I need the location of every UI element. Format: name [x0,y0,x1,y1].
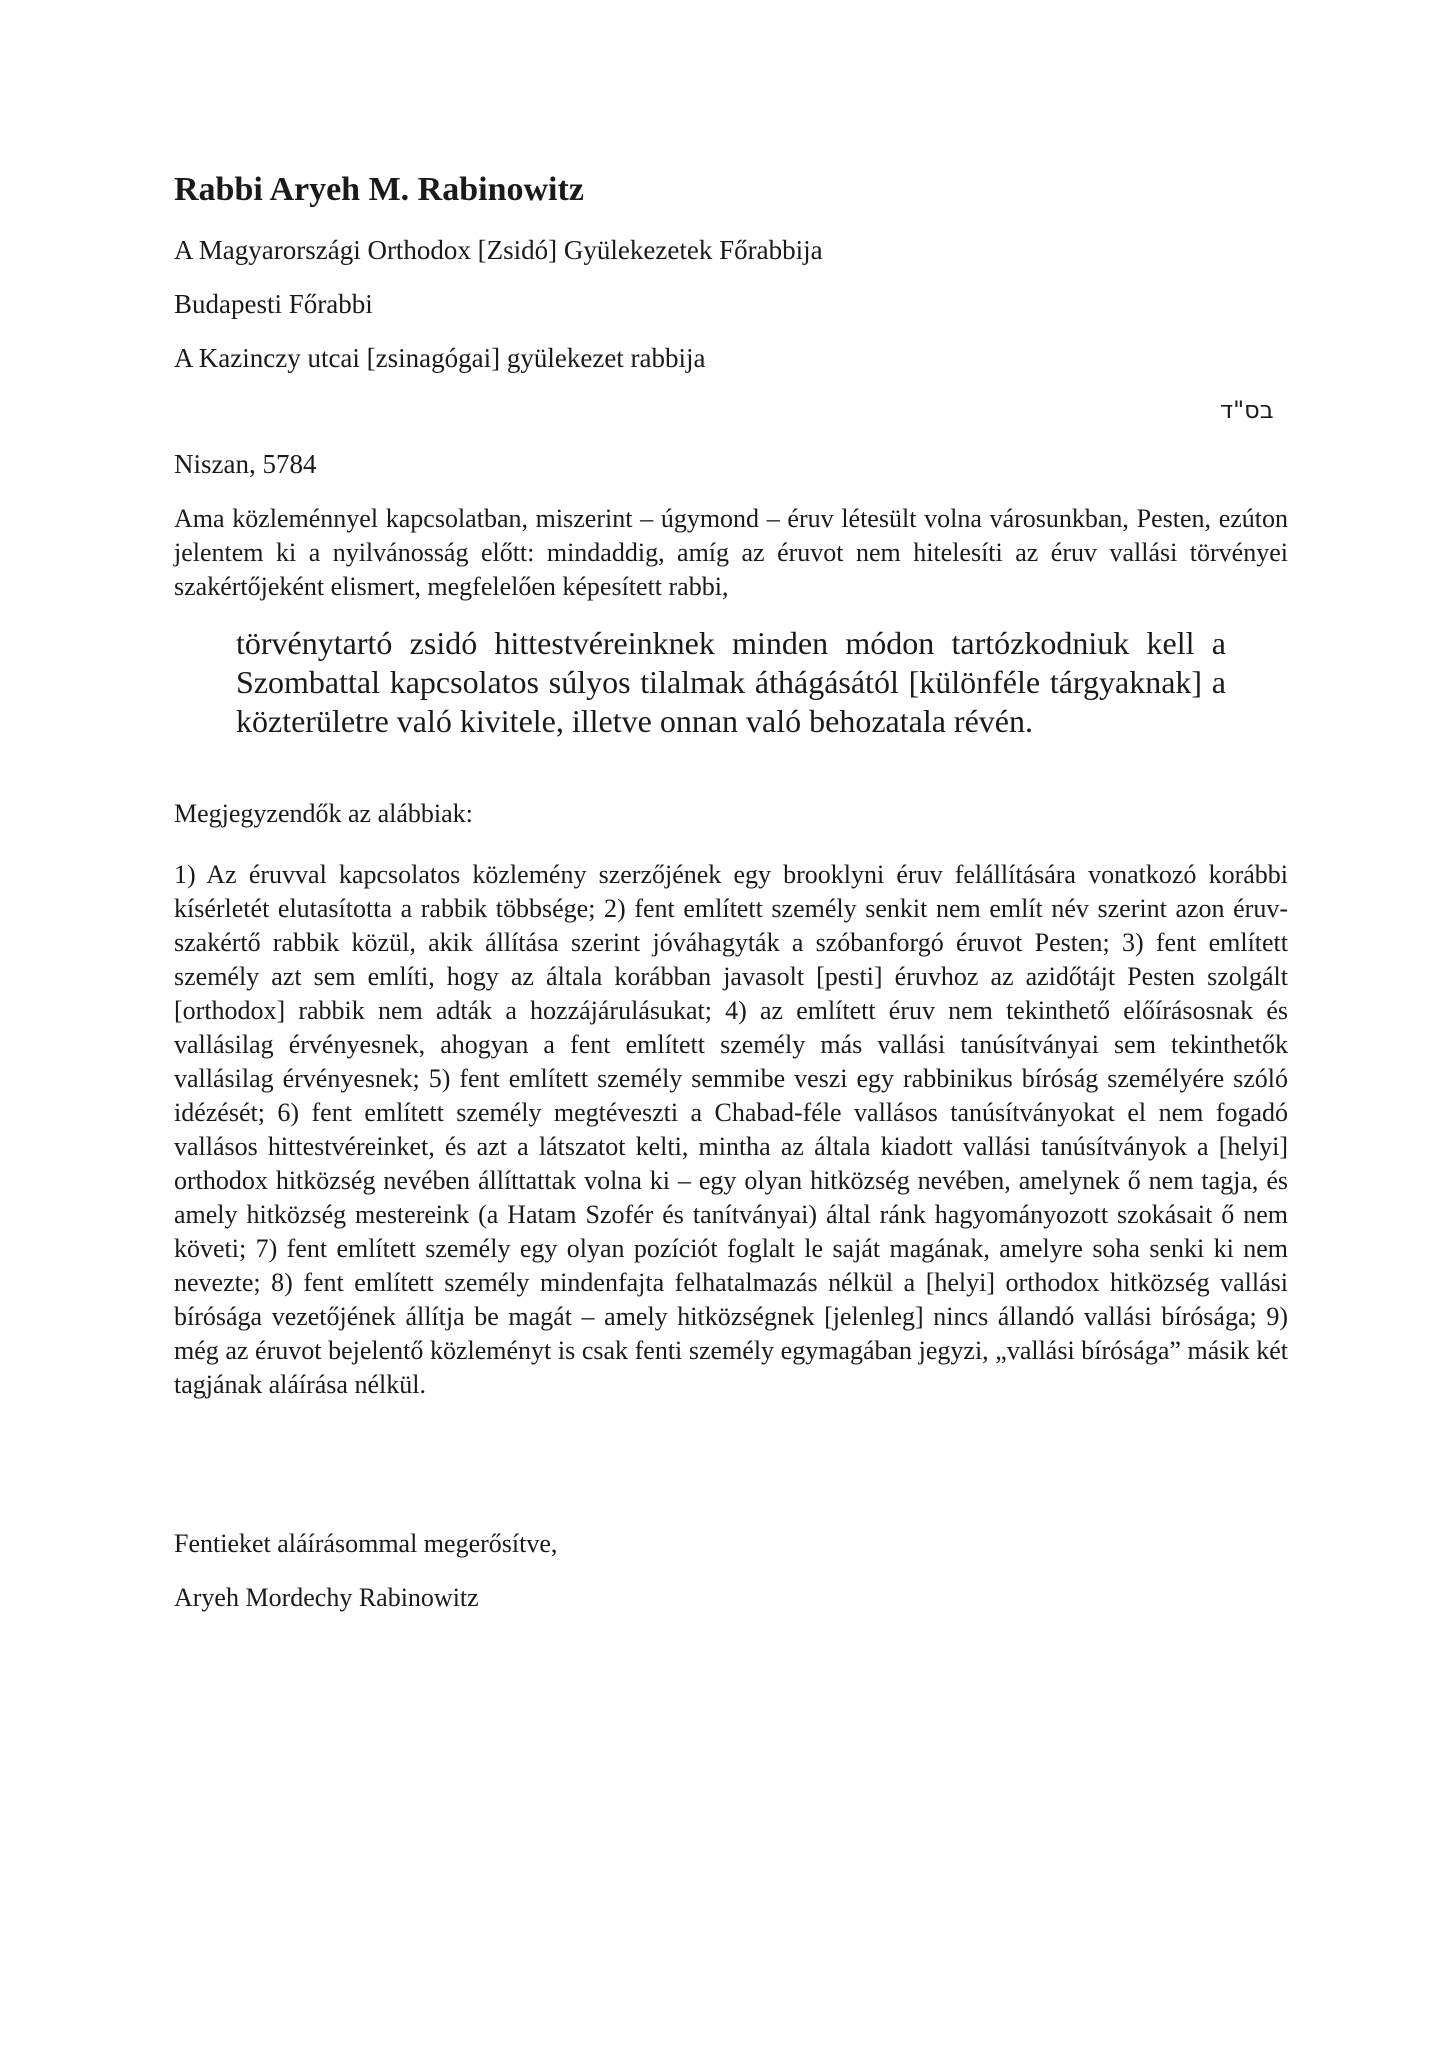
author-title-1: A Magyarországi Orthodox [Zsidó] Gyülekezetek Főrabbija [174,235,823,265]
author-title-2: Budapesti Főrabbi [174,289,373,319]
signature-name: Aryeh Mordechy Rabinowitz [174,1583,479,1612]
letter-date: Niszan, 5784 [174,449,317,479]
closing-confirmation: Fentieket aláírásommal megerősítve, [174,1529,558,1558]
author-name: Rabbi Aryeh M. Rabinowitz [174,171,584,208]
author-title-3: A Kazinczy utcai [zsinagógai] gyülekezet rabbija [174,343,706,373]
quoted-warning: törvénytartó zsidó hittestvéreinknek minden módon tartózkodniuk kell a Szombattal kapcsolatos súlyos tilalmak áthágásától [különféle tárgyaknak] a közterületre való kivitele, illetve onnan való behozatala révén. [236,625,1226,739]
notes-heading: Megjegyzendők az alábbiak: [174,799,473,828]
hebrew-header-mark: בס"ד [1220,396,1274,424]
notes-paragraph: 1) Az éruvval kapcsolatos közlemény szerzőjének egy brooklyni éruv felállítására vonatkozó korábbi kísérletét elutasította a rabbik többsége; 2) fent említett személy senkit nem említ név szerint azon éruv-szakértő rabbik közül, akik állítása szerint jóváhagyták a szóbanforgó éruvot Pesten; 3) fent említett személy azt sem említi, hogy az általa korábban javasolt [pesti] éruvhoz az azidőtájt Pesten szolgált [orthodox] rabbik nem adták a hozzájárulásukat; 4) az említett éruv nem tekinthető előírásosnak és vallásilag érvényesnek, ahogyan a fent említett személy más vallási tanúsítványai sem tekinthetők vallásilag érvényesnek; 5) fent említett személy semmibe veszi egy rabbinikus bíróság személyére szóló idézését; 6) fent említett személy megtéveszti a Chabad-féle vallásos tanúsítványokat el nem fogadó vallásos hittestvéreinket, és azt a látszatot kelti, mintha az általa kiadott vallási tanúsítványok a [helyi] orthodox hitközség nevében állíttattak volna ki – egy olyan hitközség nevében, amelynek ő nem tagja, és amely hitközség mestereink (a Hatam Szofér és tanítványai) által ránk hagyományozott szokásait ő nem követi; 7) fent említett személy egy olyan pozíciót foglalt le saját magának, amelyre soha senki ki nem nevezte; 8) fent említett személy mindenfajta felhatalmazás nélkül a [helyi] orthodox hitközség vallási bírósága vezetőjének állítja be magát – amely hitközségnek [jelenleg] nincs állandó vallási bírósága; 9) még az éruvot bejelentő közleményt is csak fenti személy egymagában jegyzi, „vallási bírósága” másik két tagjának aláírása nélkül. [174,860,1288,1399]
intro-paragraph: Ama közleménnyel kapcsolatban, miszerint – úgymond – éruv létesült volna városunkban, Pesten, ezúton jelentem ki a nyilvánosság előtt: mindaddig, amíg az éruvot nem hitelesíti az éruv vallási törvényei szakértőjeként elismert, megfelelően képesített rabbi, [174,504,1288,601]
